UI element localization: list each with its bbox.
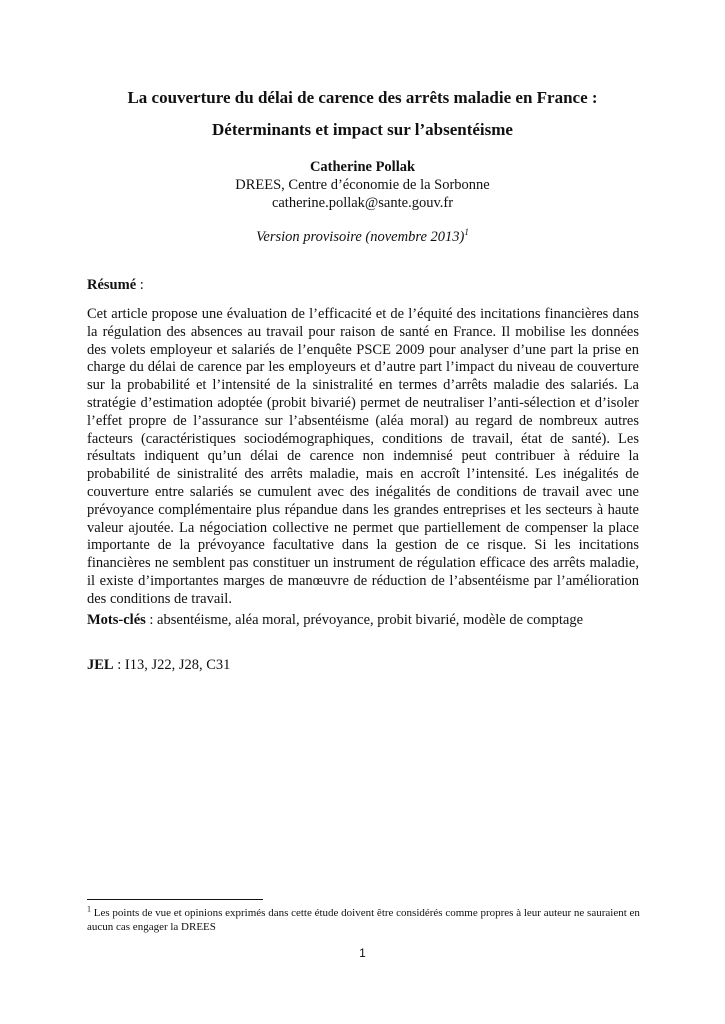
author-email: catherine.pollak@sante.gouv.fr (271, 195, 454, 211)
keywords-label: Mots-clés (87, 612, 146, 628)
abstract-label: Résumé (87, 277, 137, 293)
page-number: 1 (359, 946, 366, 960)
keywords-text: : absentéisme, aléa moral, prévoyance, probit bivarié, modèle de comptage (145, 612, 584, 628)
footnote-text: Les points de vue et opinions exprimés dans cette étude doivent être considérés comme propres à leur auteur ne sauraient en aucun cas engager la DREES (87, 907, 640, 933)
author-name: Catherine Pollak (309, 159, 416, 175)
abstract-heading (87, 276, 144, 294)
abstract-body: Cet article propose une évaluation de l’efficacité et de l’équité des incitations financières dans la régulation des absences au travail pour raison de santé en France. Il mobilise les données des volets employeur et salariés de l’enquête PSCE 2009 pour analyser d’une part la prise en charge du délai de carence par les employeurs et d’autre part l’impact du niveau de couverture sur la probabilité et l’intensité de la sinistralité en termes d’arrêts maladie des salariés. La stratégie d’estimation adoptée (probit bivarié) permet de neutraliser l’anti-sélection et d’isoler l’effet propre de l’assurance sur l’absentéisme (aléa moral) au regard de nombreux autres facteurs (caractéristiques sociodémographiques, conditions de travail, état de santé). Les résultats indiquent qu’un délai de carence non indemnisé peut contribuer à réduire la probabilité de sinistralité des arrêts maladie, mais en accroît l’intensité. Les inégalités de couverture entre salariés se cumulent avec des inégalités de conditions de travail avec une prévoyance complémentaire plus répandue dans les grandes entreprises et les secteurs à haute valeur ajoutée. La négociation collective ne permet que partiellement de compenser la place importante de la prévoyance facultative dans la gestion de ce risque. Si les incitations financières ne semblent pas constituer un instrument de régulation efficace des arrêts maladie, il existe d’importantes marges de manœuvre de réduction de l’absentéisme par l’amélioration des conditions de travail. (87, 306, 639, 607)
footnote (87, 906, 647, 934)
footnote-divider (87, 899, 263, 900)
author-affiliation: DREES, Centre d’économie de la Sorbonne (235, 177, 490, 193)
jel-label: JEL (87, 657, 114, 673)
footnote-mark: 1 (87, 904, 91, 914)
abstract-label-suffix: : (136, 277, 144, 293)
keywords-line (87, 611, 639, 629)
version-footnote-mark: 1 (464, 227, 469, 238)
paper-title-line-2: Déterminants et impact sur l’absentéisme (212, 120, 513, 139)
version-text: Version provisoire (novembre 2013) (256, 229, 465, 245)
version-note (0, 228, 725, 246)
paper-title-line-1: La couverture du délai de carence des arrêts maladie en France : (127, 88, 598, 107)
jel-codes: : I13, J22, J28, C31 (113, 657, 231, 673)
jel-line (87, 656, 230, 674)
